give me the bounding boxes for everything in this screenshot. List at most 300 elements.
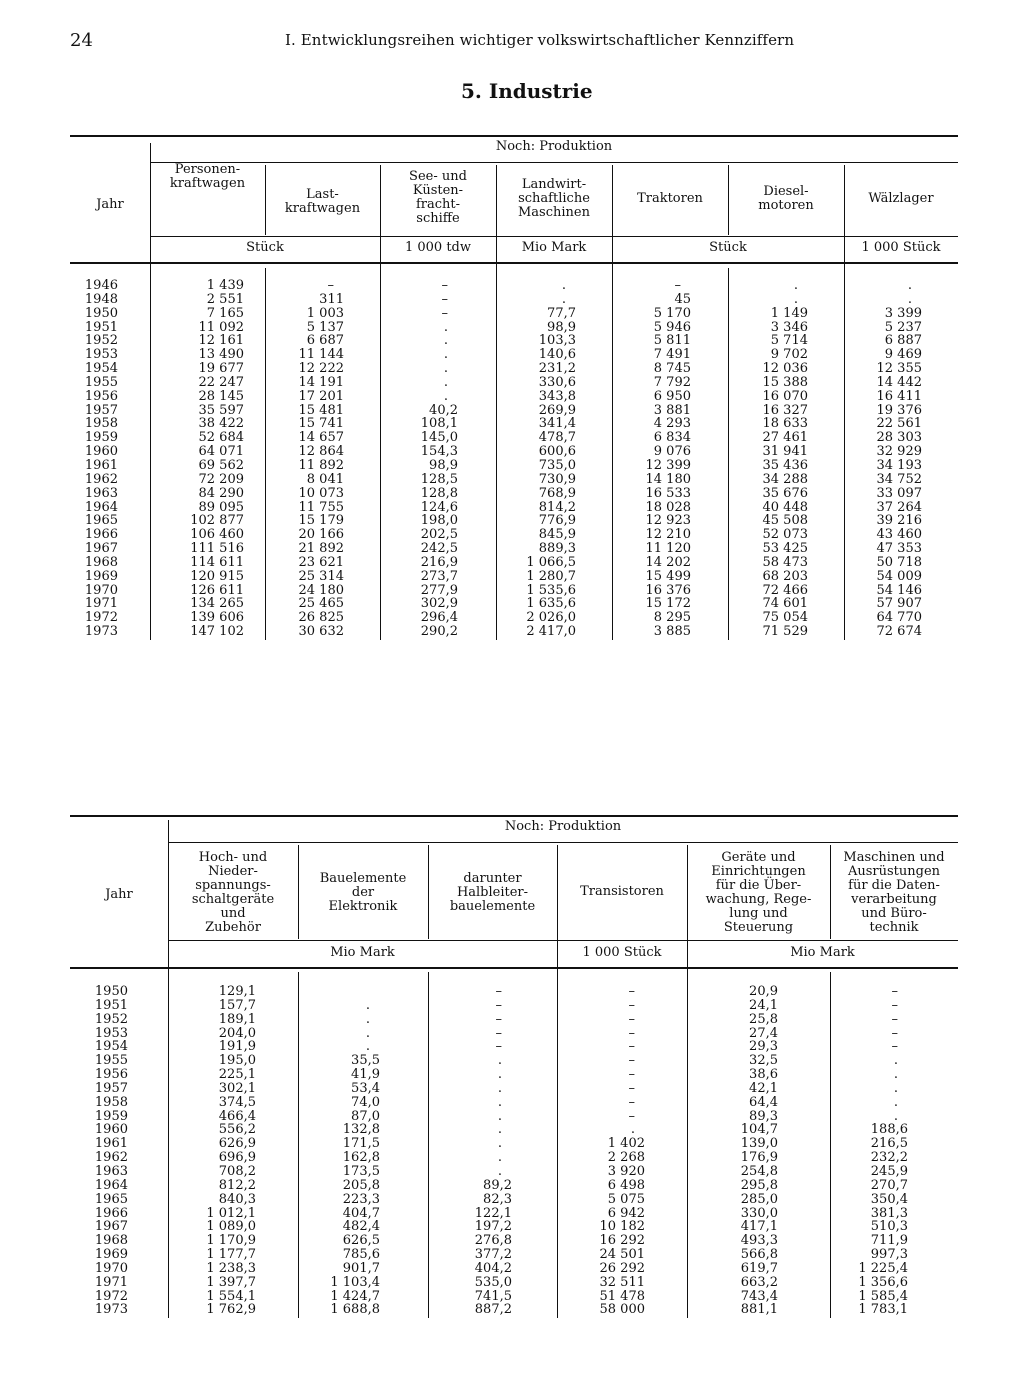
table-cell: 40,2 bbox=[429, 402, 458, 418]
table-cell: . bbox=[907, 291, 912, 307]
table-cell: 47 353 bbox=[876, 541, 922, 557]
table-cell: – bbox=[891, 1039, 898, 1055]
table-cell: 52 073 bbox=[762, 527, 808, 543]
table-cell: 43 460 bbox=[876, 527, 922, 543]
table-cell: 74,0 bbox=[351, 1094, 380, 1110]
table-cell: 58 473 bbox=[762, 554, 808, 570]
table-cell: 19 677 bbox=[198, 361, 244, 377]
table-cell: 290,2 bbox=[420, 624, 458, 640]
table-cell: 1 762,9 bbox=[206, 1302, 256, 1318]
year-cell: 1967 bbox=[94, 1219, 128, 1235]
table-cell: 812,2 bbox=[218, 1177, 256, 1193]
table-cell: 145,0 bbox=[420, 430, 458, 446]
year-cell: 1951 bbox=[94, 997, 128, 1013]
table-cell: 26 825 bbox=[298, 610, 344, 626]
table-cell: 22 247 bbox=[198, 374, 244, 390]
unit-label: Mio Mark bbox=[330, 945, 395, 960]
table-cell: – bbox=[628, 984, 635, 999]
table-cell: 32 511 bbox=[599, 1274, 645, 1290]
data-column bbox=[808, 985, 908, 1317]
table-cell: . bbox=[443, 333, 448, 349]
year-cell: 1956 bbox=[94, 1067, 128, 1083]
table-cell: . bbox=[893, 1067, 898, 1083]
table-cell: – bbox=[441, 305, 448, 321]
table-cell: 887,2 bbox=[474, 1302, 512, 1318]
year-column bbox=[88, 985, 128, 1317]
table-cell: – bbox=[628, 1094, 635, 1110]
table-cell: 54 009 bbox=[876, 568, 922, 584]
year-cell: 1953 bbox=[84, 347, 118, 363]
table-cell: 126 611 bbox=[190, 582, 244, 598]
table-cell: 28 303 bbox=[876, 430, 922, 446]
group-rule bbox=[150, 162, 958, 163]
table-cell: 377,2 bbox=[474, 1247, 512, 1263]
table-cell: 9 076 bbox=[653, 444, 691, 460]
table-cell: 64 770 bbox=[876, 610, 922, 626]
table-cell: 7 491 bbox=[653, 347, 691, 363]
year-cell: 1972 bbox=[84, 610, 118, 626]
table-cell: 35 597 bbox=[198, 402, 244, 418]
table-cell: . bbox=[365, 1011, 370, 1027]
table-cell: . bbox=[907, 278, 912, 293]
table-cell: 1 280,7 bbox=[526, 568, 576, 584]
table-cell: 1 439 bbox=[206, 278, 244, 293]
table-cell: 202,5 bbox=[420, 527, 458, 543]
table-cell: 31 941 bbox=[762, 444, 808, 460]
table-cell: 1 688,8 bbox=[330, 1302, 380, 1318]
column-header: Landwirt- schaftliche Maschinen bbox=[518, 177, 590, 220]
table-cell: 1 089,0 bbox=[206, 1219, 256, 1235]
table-cell: – bbox=[495, 1025, 502, 1041]
table-cell: 997,3 bbox=[870, 1247, 908, 1263]
table-cell: 64 071 bbox=[198, 444, 244, 460]
table-cell: 708,2 bbox=[218, 1163, 256, 1179]
table-cell: 2 026,0 bbox=[526, 610, 576, 626]
year-cell: 1951 bbox=[84, 319, 118, 335]
table-cell: 14 442 bbox=[876, 374, 922, 390]
table-cell: 1 356,6 bbox=[858, 1274, 908, 1290]
table-cell: 24 501 bbox=[599, 1247, 645, 1263]
table-cell: 15 499 bbox=[645, 568, 691, 584]
table-cell: 21 892 bbox=[298, 541, 344, 557]
running-head: I. Entwicklungsreihen wichtiger volkswirtschaftlicher Kennziffern bbox=[285, 31, 795, 49]
table-cell: 1 170,9 bbox=[206, 1233, 256, 1249]
year-cell: 1948 bbox=[84, 291, 118, 307]
table-cell: – bbox=[674, 278, 681, 293]
table-cell: 195,0 bbox=[218, 1053, 256, 1069]
data-column bbox=[156, 985, 256, 1317]
table-cell: 42,1 bbox=[749, 1080, 778, 1096]
table-cell: 743,4 bbox=[740, 1288, 778, 1304]
table-cell: 72 209 bbox=[198, 471, 244, 487]
table-cell: 71 529 bbox=[762, 624, 808, 640]
unit-label: 1 000 Stück bbox=[861, 240, 941, 255]
table-cell: – bbox=[441, 278, 448, 293]
data-column bbox=[708, 279, 808, 639]
table-cell: 1 103,4 bbox=[330, 1274, 380, 1290]
table-cell: 50 718 bbox=[876, 554, 922, 570]
table-cell: 139 606 bbox=[190, 610, 244, 626]
table-cell: 11 755 bbox=[298, 499, 344, 515]
table-cell: 2 417,0 bbox=[526, 624, 576, 640]
table-cell: 157,7 bbox=[218, 997, 256, 1013]
table-cell: 26 292 bbox=[599, 1260, 645, 1276]
page-number: 24 bbox=[70, 30, 93, 51]
table-cell: 6 687 bbox=[306, 333, 344, 349]
table-cell: 35 676 bbox=[762, 485, 808, 501]
table-cell: 535,0 bbox=[474, 1274, 512, 1290]
table-cell: 205,8 bbox=[342, 1177, 380, 1193]
table-cell: 374,5 bbox=[218, 1094, 256, 1110]
year-cell: 1957 bbox=[84, 402, 118, 418]
table-cell: . bbox=[497, 1080, 502, 1096]
table-cell: 37 264 bbox=[876, 499, 922, 515]
table-cell: 1 424,7 bbox=[330, 1288, 380, 1304]
column-header: Last- kraftwagen bbox=[284, 187, 361, 216]
year-cell: 1970 bbox=[94, 1260, 128, 1276]
table-cell: 77,7 bbox=[547, 305, 576, 321]
table-cell: 147 102 bbox=[190, 624, 244, 640]
table-cell: 24,1 bbox=[749, 997, 778, 1013]
table-cell: 16 327 bbox=[762, 402, 808, 418]
unit-label: Mio Mark bbox=[521, 240, 587, 255]
table-cell: 2 268 bbox=[607, 1150, 645, 1166]
table-cell: 12 355 bbox=[876, 361, 922, 377]
year-cell: 1961 bbox=[84, 457, 118, 473]
table-cell: . bbox=[893, 1053, 898, 1069]
group-header: Noch: Produktion bbox=[495, 139, 613, 154]
table-cell: 23 621 bbox=[298, 554, 344, 570]
table-cell: 1 535,6 bbox=[526, 582, 576, 598]
table-cell: 330,0 bbox=[740, 1205, 778, 1221]
table-cell: . bbox=[443, 347, 448, 363]
table-cell: 25 314 bbox=[298, 568, 344, 584]
year-cell: 1965 bbox=[84, 513, 118, 529]
table-cell: 14 202 bbox=[645, 554, 691, 570]
table-cell: 53 425 bbox=[762, 541, 808, 557]
table-cell: 12 923 bbox=[645, 513, 691, 529]
table-cell: 225,1 bbox=[218, 1067, 256, 1083]
table-cell: – bbox=[628, 1108, 635, 1124]
table-top-rule bbox=[70, 815, 958, 817]
table-cell: 216,5 bbox=[870, 1136, 908, 1152]
table-cell: 216,9 bbox=[420, 554, 458, 570]
table-cell: 223,3 bbox=[342, 1191, 380, 1207]
table-cell: . bbox=[365, 997, 370, 1013]
table-cell: 45 bbox=[674, 291, 691, 307]
column-header: Transistoren bbox=[580, 884, 664, 899]
table-cell: 11 892 bbox=[298, 457, 344, 473]
year-cell: 1954 bbox=[84, 361, 118, 377]
table-cell: . bbox=[497, 1067, 502, 1083]
table-cell: 103,3 bbox=[538, 333, 576, 349]
table-cell: – bbox=[628, 1067, 635, 1083]
table-cell: 89,3 bbox=[749, 1108, 778, 1124]
table-cell: 72 466 bbox=[762, 582, 808, 598]
table-cell: 232,2 bbox=[870, 1150, 908, 1166]
table-cell: 111 516 bbox=[190, 541, 244, 557]
table-cell: 8 041 bbox=[306, 471, 344, 487]
unit-label: 1 000 tdw bbox=[404, 240, 472, 255]
table-cell: 889,3 bbox=[538, 541, 576, 557]
table-cell: 108,1 bbox=[420, 416, 458, 432]
table-cell: 12 036 bbox=[762, 361, 808, 377]
table-cell: 134 265 bbox=[190, 596, 244, 612]
table-cell: 350,4 bbox=[870, 1191, 908, 1207]
table-cell: 231,2 bbox=[538, 361, 576, 377]
table-cell: 6 498 bbox=[607, 1177, 645, 1193]
table-cell: 245,9 bbox=[870, 1163, 908, 1179]
table-cell: 52 684 bbox=[198, 430, 244, 446]
table-cell: 16 376 bbox=[645, 582, 691, 598]
table-cell: 6 887 bbox=[884, 333, 922, 349]
table-cell: 10 073 bbox=[298, 485, 344, 501]
year-cell: 1965 bbox=[94, 1191, 128, 1207]
column-header: Bauelemente der Elektronik bbox=[319, 871, 407, 914]
table-cell: 35 436 bbox=[762, 457, 808, 473]
table-cell: 53,4 bbox=[351, 1080, 380, 1096]
table-cell: 8 745 bbox=[653, 361, 691, 377]
table-cell: 197,2 bbox=[474, 1219, 512, 1235]
table-cell: 6 950 bbox=[653, 388, 691, 404]
table-cell: 27 461 bbox=[762, 430, 808, 446]
table-cell: – bbox=[495, 984, 502, 999]
table-cell: . bbox=[561, 291, 566, 307]
table-cell: – bbox=[628, 1053, 635, 1069]
year-header: Jahr bbox=[96, 197, 124, 212]
table-cell: 20 166 bbox=[298, 527, 344, 543]
table-cell: 173,5 bbox=[342, 1163, 380, 1179]
table-cell: 98,9 bbox=[547, 319, 576, 335]
unit-label: Stück bbox=[246, 240, 284, 255]
table-cell: 1 225,4 bbox=[858, 1260, 908, 1276]
table-cell: 38 422 bbox=[198, 416, 244, 432]
table-cell: 16 533 bbox=[645, 485, 691, 501]
table-cell: 89,2 bbox=[483, 1177, 512, 1193]
table-cell: 15 481 bbox=[298, 402, 344, 418]
table-cell: . bbox=[893, 1080, 898, 1096]
table-cell: 10 182 bbox=[599, 1219, 645, 1235]
year-cell: 1954 bbox=[94, 1039, 128, 1055]
table-cell: 566,8 bbox=[740, 1247, 778, 1263]
year-cell: 1960 bbox=[84, 444, 118, 460]
table-cell: 19 376 bbox=[876, 402, 922, 418]
table-cell: 24 180 bbox=[298, 582, 344, 598]
year-cell: 1957 bbox=[94, 1080, 128, 1096]
table-cell: . bbox=[893, 1094, 898, 1110]
table-cell: 242,5 bbox=[420, 541, 458, 557]
column-header: Traktoren bbox=[637, 191, 703, 206]
table-cell: . bbox=[365, 1039, 370, 1055]
table-cell: 17 201 bbox=[298, 388, 344, 404]
year-cell: 1964 bbox=[94, 1177, 128, 1193]
table-cell: 11 120 bbox=[645, 541, 691, 557]
table-cell bbox=[280, 985, 380, 999]
year-cell: 1973 bbox=[84, 624, 118, 640]
year-cell: 1962 bbox=[84, 471, 118, 487]
header-bottom-rule bbox=[70, 262, 958, 264]
table-cell: 478,7 bbox=[538, 430, 576, 446]
table-cell: – bbox=[327, 278, 334, 293]
column-header: Personen- kraftwagen bbox=[169, 162, 246, 191]
year-cell: 1955 bbox=[94, 1053, 128, 1069]
table-cell: 34 193 bbox=[876, 457, 922, 473]
table-cell: 556,2 bbox=[218, 1122, 256, 1138]
year-cell: 1964 bbox=[84, 499, 118, 515]
table-cell: 102 877 bbox=[190, 513, 244, 529]
table-cell: 198,0 bbox=[420, 513, 458, 529]
table-cell: 1 177,7 bbox=[206, 1247, 256, 1263]
unit-label: 1 000 Stück bbox=[582, 945, 662, 960]
year-header: Jahr bbox=[105, 887, 133, 902]
table-cell: 22 561 bbox=[876, 416, 922, 432]
table-cell: 32 929 bbox=[876, 444, 922, 460]
year-cell: 1969 bbox=[84, 568, 118, 584]
year-cell: 1959 bbox=[84, 430, 118, 446]
table-cell: 68 203 bbox=[762, 568, 808, 584]
table-cell: 176,9 bbox=[740, 1150, 778, 1166]
table-cell: 1 783,1 bbox=[858, 1302, 908, 1318]
table-cell: 45 508 bbox=[762, 513, 808, 529]
year-column bbox=[78, 279, 118, 639]
table-cell: 768,9 bbox=[538, 485, 576, 501]
table-cell: 25 465 bbox=[298, 596, 344, 612]
table-cell: 696,9 bbox=[218, 1150, 256, 1166]
table-cell: 7 165 bbox=[206, 305, 244, 321]
year-cell: 1950 bbox=[94, 984, 128, 999]
year-cell: 1971 bbox=[94, 1274, 128, 1290]
table-cell: 5 946 bbox=[653, 319, 691, 335]
column-header: Maschinen und Ausrüstungen für die Daten- verarbeitung und Büro- technik bbox=[843, 850, 945, 935]
table-cell: – bbox=[628, 997, 635, 1013]
year-cell: 1962 bbox=[94, 1150, 128, 1166]
table-cell: 295,8 bbox=[740, 1177, 778, 1193]
year-cell: 1972 bbox=[94, 1288, 128, 1304]
table-cell: 20,9 bbox=[749, 984, 778, 999]
data-column bbox=[591, 279, 691, 639]
table-cell: . bbox=[561, 278, 566, 293]
table-cell: 69 562 bbox=[198, 457, 244, 473]
table-cell: . bbox=[443, 388, 448, 404]
table-cell: 5 811 bbox=[653, 333, 691, 349]
table-cell: 12 161 bbox=[198, 333, 244, 349]
table-cell: 64,4 bbox=[749, 1094, 778, 1110]
table-cell: 3 885 bbox=[653, 624, 691, 640]
year-cell: 1966 bbox=[84, 527, 118, 543]
table-cell: 120 915 bbox=[190, 568, 244, 584]
table-cell: 57 907 bbox=[876, 596, 922, 612]
table-cell: 404,2 bbox=[474, 1260, 512, 1276]
table-cell: . bbox=[443, 361, 448, 377]
table-cell: 1 402 bbox=[607, 1136, 645, 1152]
table-cell: 39 216 bbox=[876, 513, 922, 529]
column-header: Hoch- und Nieder- spannungs- schaltgeräte und Zubehör bbox=[191, 850, 275, 935]
data-column bbox=[678, 985, 778, 1317]
year-cell: 1968 bbox=[84, 554, 118, 570]
table-cell: 9 702 bbox=[770, 347, 808, 363]
table-cell: 189,1 bbox=[218, 1011, 256, 1027]
table-cell: 128,8 bbox=[420, 485, 458, 501]
table-cell: 814,2 bbox=[538, 499, 576, 515]
table-cell: 87,0 bbox=[351, 1108, 380, 1124]
table-cell: 188,6 bbox=[870, 1122, 908, 1138]
table-cell: 40 448 bbox=[762, 499, 808, 515]
table-cell: 1 585,4 bbox=[858, 1288, 908, 1304]
table-cell: 33 097 bbox=[876, 485, 922, 501]
table-cell: 38,6 bbox=[749, 1067, 778, 1083]
year-cell: 1967 bbox=[84, 541, 118, 557]
table-cell: 9 469 bbox=[884, 347, 922, 363]
column-header: Wälzlager bbox=[868, 191, 934, 206]
year-cell: 1961 bbox=[94, 1136, 128, 1152]
table-cell: 72 674 bbox=[876, 624, 922, 640]
data-column bbox=[358, 279, 458, 639]
table-cell: 204,0 bbox=[218, 1025, 256, 1041]
table-cell: 845,9 bbox=[538, 527, 576, 543]
data-column bbox=[822, 279, 922, 639]
table-cell: 711,9 bbox=[870, 1233, 908, 1249]
table-cell: 254,8 bbox=[740, 1163, 778, 1179]
table-cell: 54 146 bbox=[876, 582, 922, 598]
table-cell: 776,9 bbox=[538, 513, 576, 529]
table-cell: 139,0 bbox=[740, 1136, 778, 1152]
table-cell: – bbox=[891, 997, 898, 1013]
table-cell: . bbox=[365, 1025, 370, 1041]
year-cell: 1950 bbox=[84, 305, 118, 321]
table-cell: 619,7 bbox=[740, 1260, 778, 1276]
column-header: darunter Halbleiter- bauelemente bbox=[449, 871, 536, 914]
year-cell: 1959 bbox=[94, 1108, 128, 1124]
table-cell: 106 460 bbox=[190, 527, 244, 543]
table-cell: 741,5 bbox=[474, 1288, 512, 1304]
table-cell: 5 237 bbox=[884, 319, 922, 335]
table-cell: 302,9 bbox=[420, 596, 458, 612]
data-column bbox=[476, 279, 576, 639]
year-cell: 1969 bbox=[94, 1247, 128, 1263]
table-cell: 29,3 bbox=[749, 1039, 778, 1055]
table-cell: 12 210 bbox=[645, 527, 691, 543]
column-header: Geräte und Einrichtungen für die Über- wachung, Rege- lung und Steuerung bbox=[705, 850, 812, 935]
table-cell: 7 792 bbox=[653, 374, 691, 390]
year-cell: 1963 bbox=[84, 485, 118, 501]
table-cell: 493,3 bbox=[740, 1233, 778, 1249]
table-cell: 98,9 bbox=[429, 457, 458, 473]
table-cell: – bbox=[441, 291, 448, 307]
table-cell: 140,6 bbox=[538, 347, 576, 363]
table-cell: 5 170 bbox=[653, 305, 691, 321]
table-cell: 28 145 bbox=[198, 388, 244, 404]
year-cell: 1953 bbox=[94, 1025, 128, 1041]
table-cell: 14 657 bbox=[298, 430, 344, 446]
table-cell: 1 012,1 bbox=[206, 1205, 256, 1221]
table-cell: 285,0 bbox=[740, 1191, 778, 1207]
table-cell: 122,1 bbox=[474, 1205, 512, 1221]
data-column bbox=[144, 279, 244, 639]
table-cell: 129,1 bbox=[218, 984, 256, 999]
table-cell: 13 490 bbox=[198, 347, 244, 363]
table-cell: 785,6 bbox=[342, 1247, 380, 1263]
table-cell: 466,4 bbox=[218, 1108, 256, 1124]
year-cell: 1958 bbox=[94, 1094, 128, 1110]
table-cell: 18 633 bbox=[762, 416, 808, 432]
table-cell: 343,8 bbox=[538, 388, 576, 404]
table-cell: . bbox=[630, 1122, 635, 1138]
table-cell: 14 191 bbox=[298, 374, 344, 390]
table-cell: 11 144 bbox=[298, 347, 344, 363]
group-header: Noch: Produktion bbox=[504, 819, 622, 834]
table-cell: 1 238,3 bbox=[206, 1260, 256, 1276]
table-cell: 18 028 bbox=[645, 499, 691, 515]
